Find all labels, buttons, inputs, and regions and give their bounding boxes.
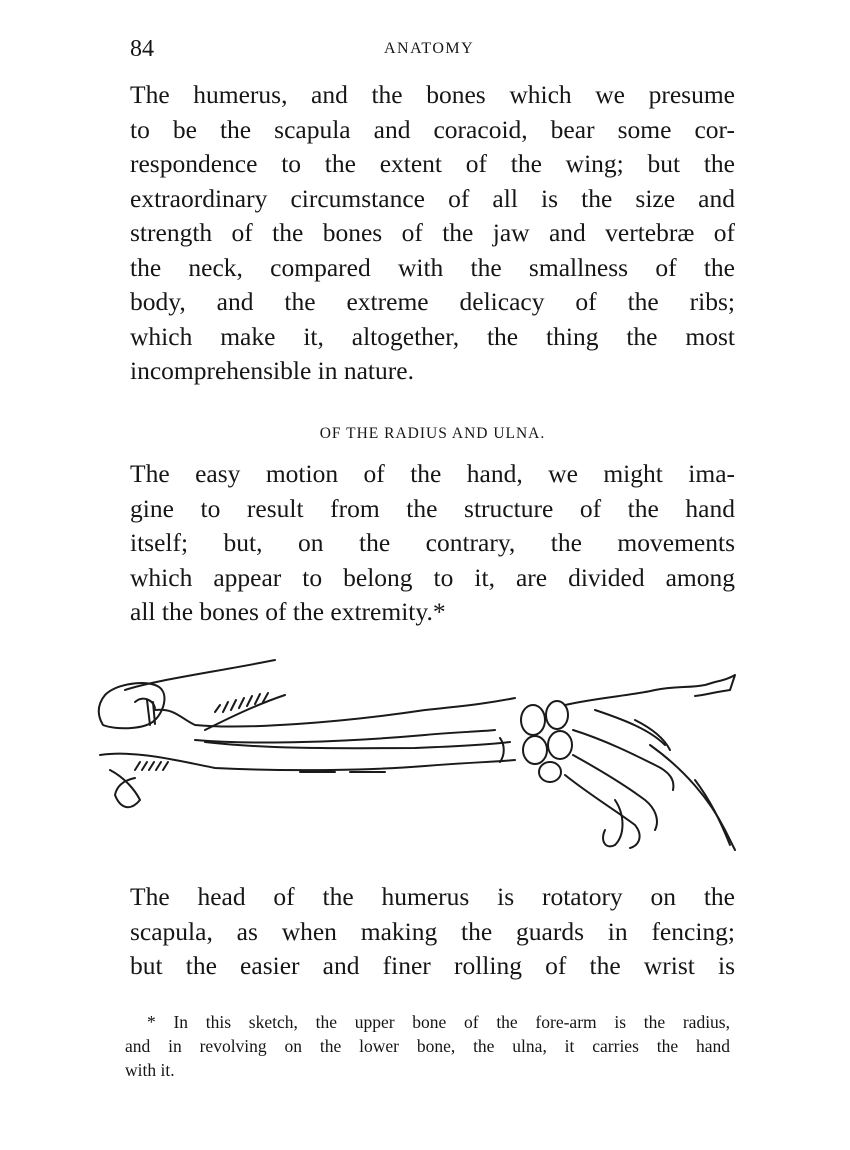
text-line: The head of the humerus is rotatory on the bbox=[130, 882, 735, 911]
footnote-line: * In this sketch, the upper bone of the fore-arm is the radius, bbox=[147, 1012, 730, 1032]
text-line: respondence to the extent of the wing; but the bbox=[130, 149, 735, 178]
text-line: body, and the extreme delicacy of the ribs; bbox=[130, 287, 735, 316]
paragraph-humerus-head bbox=[130, 880, 735, 984]
text-line: but the easier and finer rolling of the wrist is bbox=[130, 951, 735, 980]
text-line: gine to result from the structure of the hand bbox=[130, 493, 735, 523]
footnote-line: with it. bbox=[125, 1060, 175, 1080]
footnote-line: and in revolving on the lower bone, the ulna, it carries the hand bbox=[125, 1036, 730, 1056]
forearm-skeleton-illustration bbox=[95, 650, 760, 865]
text-line: incomprehensible in nature. bbox=[130, 356, 414, 385]
section-title: OF THE RADIUS AND ULNA. bbox=[319, 425, 546, 442]
text-line: The easy motion of the hand, we might ima- bbox=[130, 459, 735, 488]
text-line: which make it, altogether, the thing the most bbox=[130, 321, 735, 351]
running-head: ANATOMY bbox=[384, 40, 475, 57]
text-line: itself; but, on the contrary, the movements bbox=[130, 528, 735, 557]
text-line: all the bones of the extremity.* bbox=[130, 597, 446, 626]
paragraph-humerus bbox=[130, 78, 735, 389]
page-header bbox=[130, 36, 735, 66]
text-line: to be the scapula and coracoid, bear some cor- bbox=[130, 114, 735, 144]
page-number: 84 bbox=[130, 36, 154, 62]
text-line: The humerus, and the bones which we presume bbox=[130, 80, 735, 109]
text-line: extraordinary circumstance of all is the size and bbox=[130, 183, 735, 213]
footnote bbox=[125, 1010, 730, 1082]
paragraph-radius-ulna bbox=[130, 457, 735, 630]
text-line: which appear to belong to it, are divided among bbox=[130, 562, 735, 592]
text-line: the neck, compared with the smallness of the bbox=[130, 252, 735, 282]
text-line: scapula, as when making the guards in fencing; bbox=[130, 916, 735, 946]
text-line: strength of the bones of the jaw and vertebræ of bbox=[130, 218, 735, 247]
